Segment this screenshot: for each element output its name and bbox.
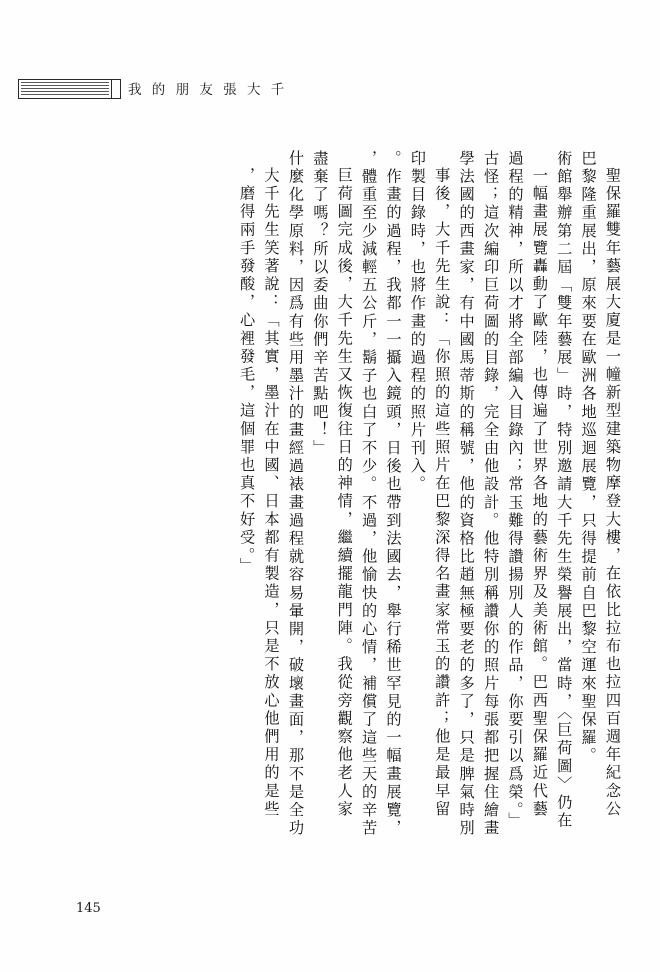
text-column: 巴黎隆重展出，原來要在歐洲各地巡迴展覽，只得提前自巴黎空運來聖保羅。 bbox=[579, 150, 598, 766]
text-column: 一幅畫展覽轟動了歐陸，也傳遍了世界各地的藝術界及美術館。巴西聖保羅近代藝 bbox=[530, 167, 549, 819]
header-ornament-bar bbox=[18, 79, 112, 99]
text-column: 聖保羅雙年藝展大廈是一幢新型建築物摩登大樓，在依比拉布也拉四百週年紀念公 bbox=[604, 167, 622, 819]
text-column: 術館舉辦第二屆「雙年藝展」時，特別邀請大千先生榮譽展出，當時，〈巨荷圖〉仍在 bbox=[555, 150, 574, 831]
running-title: 我 的 朋 友 張 大 千 bbox=[128, 82, 288, 98]
text-column: 巨荷圖完成後，大千先生又恢復往日的神情，繼續擺龍門陣。我從旁觀察他老人家 bbox=[335, 167, 354, 819]
text-column: 盡棄了嗎？所以委曲你們辛苦點吧！」 bbox=[311, 150, 330, 458]
body-text-area bbox=[40, 150, 620, 850]
text-column: 過程的精神，所以才將全部編入目錄內；常玉難得讚揚別人的作品，你要引以爲榮。」 bbox=[506, 150, 525, 831]
text-column: ，磨得兩手發酸，心裡發毛，這個罪也真不好受。」 bbox=[238, 167, 257, 576]
header-ornament-lines bbox=[21, 82, 109, 96]
page-number: 145 bbox=[76, 901, 101, 916]
page-footer bbox=[0, 901, 660, 925]
vertical-text-columns bbox=[230, 150, 620, 850]
text-column: ，體重至少減輕五公斤，鬍子也白了不少。不過，他愉快的心情，補償了這些天的辛苦 bbox=[360, 150, 379, 838]
page-header bbox=[0, 74, 660, 108]
text-column: 古怪；這次編印巨荷圖的目錄，完全由他設計。他特別稱讚你的照片每張都把握住繪畫 bbox=[482, 150, 501, 838]
text-column: 事後，大千先生說：「你照的這些照片在巴黎深得名畫家常玉的讚許；他是最早留 bbox=[433, 167, 452, 819]
text-column: 印製目錄時，也將作畫的過程的照片刊入。 bbox=[408, 150, 427, 494]
text-column: 。作畫的過程，我都一一攝入鏡頭，日後也帶到法國去，舉行稀世罕見的一幅畫展覽， bbox=[384, 150, 403, 838]
text-column: 大千先生笑著說：「其實，墨汁在中國、日本都有製造，只是不放心他們用的是些 bbox=[262, 167, 281, 819]
text-column: 什麼化學原料，因爲有些用墨汁的畫經過裱畫過程就容易暈開，破壞畫面，那不是全功 bbox=[286, 150, 305, 838]
header-ornament-tail bbox=[110, 79, 121, 99]
text-column: 學法國的西畫家，有中國馬蒂斯的稱號，他的資格比趙無極要老的多了，只是脾氣時別 bbox=[457, 150, 476, 838]
